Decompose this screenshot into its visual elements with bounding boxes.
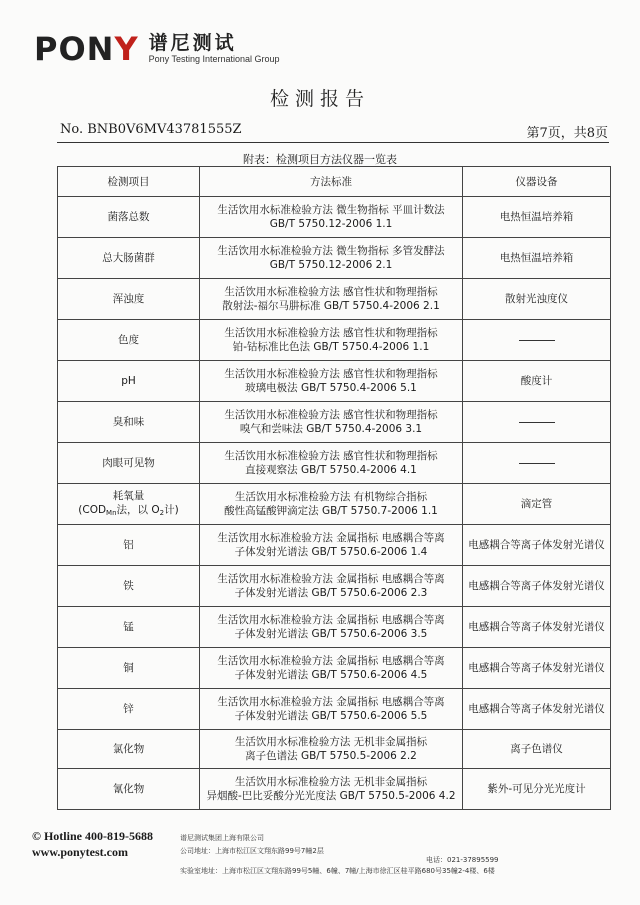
column-header-instrument: 仪器设备 xyxy=(463,167,611,197)
method-line-1: 生活饮用水标准检验方法 感官性状和物理指标 xyxy=(224,327,438,339)
table-header-row xyxy=(58,167,611,197)
method-line-1: 生活饮用水标准检验方法 金属指标 电感耦合等离 xyxy=(217,696,445,708)
method-line-2: 离子色谱法 GB/T 5750.5-2006 2.2 xyxy=(245,750,417,762)
table-row xyxy=(58,769,611,810)
item-cell: 氯化物 xyxy=(58,730,200,769)
method-line-2: 子体发射光谱法 GB/T 5750.6-2006 2.3 xyxy=(234,587,428,599)
item-cell: 铝 xyxy=(58,525,200,566)
method-cell xyxy=(200,402,463,443)
item-cell: 浑浊度 xyxy=(58,279,200,320)
method-cell xyxy=(200,197,463,238)
method-cell xyxy=(200,769,463,810)
table-row xyxy=(58,361,611,402)
method-line-2: 铂-钴标准比色法 GB/T 5750.4-2006 1.1 xyxy=(232,341,430,353)
method-line-1: 生活饮用水标准检验方法 感官性状和物理指标 xyxy=(224,409,438,421)
o2-subscript: 2 xyxy=(159,508,165,517)
cod-prefix: (COD xyxy=(78,503,107,516)
item-cell: 肉眼可见物 xyxy=(58,443,200,484)
instrument-cell: 电感耦合等离子体发射光谱仪 xyxy=(463,689,611,730)
table-row xyxy=(58,730,611,769)
table-row xyxy=(58,689,611,730)
item-cell: pH xyxy=(58,361,200,402)
logo-chinese-name: 谱尼测试 xyxy=(148,32,237,54)
footer-address: 公司地址：上海市松江区文翔东路99号7幢2层 xyxy=(180,847,324,855)
item-cell: 总大肠菌群 xyxy=(58,238,200,279)
item-cell: 氰化物 xyxy=(58,769,200,810)
footer-website[interactable]: www.ponytest.com xyxy=(32,845,128,859)
footer-hotline xyxy=(32,829,153,844)
logo-wordmark xyxy=(34,30,139,68)
table-row xyxy=(58,238,611,279)
instrument-cell xyxy=(463,402,611,443)
table-row xyxy=(58,279,611,320)
item-cell: 锰 xyxy=(58,607,200,648)
method-line-2: 子体发射光谱法 GB/T 5750.6-2006 1.4 xyxy=(234,546,428,558)
table-row xyxy=(58,525,611,566)
item-cell: 锌 xyxy=(58,689,200,730)
method-cell xyxy=(200,525,463,566)
method-line-2: GB/T 5750.12-2006 1.1 xyxy=(269,218,393,230)
method-cell xyxy=(200,279,463,320)
method-line-2: 直接观察法 GB/T 5750.4-2006 4.1 xyxy=(245,464,417,476)
method-line-1: 生活饮用水标准检验方法 金属指标 电感耦合等离 xyxy=(217,532,445,544)
method-line-2: 玻璃电极法 GB/T 5750.4-2006 5.1 xyxy=(245,382,417,394)
report-number: No. BNB0V6MV43781555Z xyxy=(60,122,242,137)
method-line-2: 子体发射光谱法 GB/T 5750.6-2006 5.5 xyxy=(234,710,428,722)
cod-subscript: Mn xyxy=(106,508,117,517)
method-cell xyxy=(200,361,463,402)
column-header-method: 方法标准 xyxy=(200,167,463,197)
method-line-2: GB/T 5750.12-2006 2.1 xyxy=(269,259,393,271)
item-cell: 色度 xyxy=(58,320,200,361)
table-row xyxy=(58,320,611,361)
method-cell xyxy=(200,648,463,689)
instrument-cell xyxy=(463,443,611,484)
table-row xyxy=(58,197,611,238)
page-number: 第7页，共8页 xyxy=(526,126,608,141)
item-note xyxy=(61,503,196,520)
instrument-cell: 电感耦合等离子体发射光谱仪 xyxy=(463,525,611,566)
empty-dash xyxy=(519,463,555,464)
method-cell xyxy=(200,607,463,648)
logo-word-y: Y xyxy=(114,30,139,68)
footer-lab-address: 实验室地址：上海市松江区文翔东路99号5幢、6幢、7幢/上海市徐汇区桂平路680号35幢2-4楼、6楼 xyxy=(180,867,495,875)
table-row xyxy=(58,443,611,484)
instrument-cell: 电感耦合等离子体发射光谱仪 xyxy=(463,566,611,607)
table-row xyxy=(58,484,611,525)
method-line-2: 嗅气和尝味法 GB/T 5750.4-2006 3.1 xyxy=(239,423,423,435)
table-row xyxy=(58,648,611,689)
method-cell xyxy=(200,566,463,607)
method-line-1: 生活饮用水标准检验方法 微生物指标 多管发酵法 xyxy=(217,245,445,257)
item-cell: 铜 xyxy=(58,648,200,689)
table-caption: 附表：检测项目方法仪器一览表 xyxy=(243,153,397,166)
instrument-cell xyxy=(463,320,611,361)
instrument-cell: 电感耦合等离子体发射光谱仪 xyxy=(463,607,611,648)
item-cell: 臭和味 xyxy=(58,402,200,443)
method-line-2: 异烟酸-巴比妥酸分光光度法 GB/T 5750.5-2006 4.2 xyxy=(206,790,456,802)
cod-mid: 法，以 O xyxy=(116,503,160,516)
method-cell xyxy=(200,238,463,279)
method-cell xyxy=(200,730,463,769)
method-cell xyxy=(200,320,463,361)
logo-english-name: Pony Testing International Group xyxy=(148,54,280,64)
table-row xyxy=(58,402,611,443)
method-line-1: 生活饮用水标准检验方法 感官性状和物理指标 xyxy=(224,286,438,298)
item-cell xyxy=(58,484,200,525)
footer-company: 谱尼测试集团上海有限公司 xyxy=(180,834,264,842)
method-line-2: 酸性高锰酸钾滴定法 GB/T 5750.7-2006 1.1 xyxy=(224,505,438,517)
method-line-2: 散射法-福尔马肼标准 GB/T 5750.4-2006 2.1 xyxy=(222,300,440,312)
method-line-2: 子体发射光谱法 GB/T 5750.6-2006 4.5 xyxy=(234,669,428,681)
method-line-2: 子体发射光谱法 GB/T 5750.6-2006 3.5 xyxy=(234,628,428,640)
instrument-cell: 电热恒温培养箱 xyxy=(463,197,611,238)
method-line-1: 生活饮用水标准检验方法 有机物综合指标 xyxy=(234,491,428,503)
method-cell xyxy=(200,689,463,730)
pony-logo xyxy=(34,30,280,68)
logo-word-a: PON xyxy=(34,30,115,68)
instrument-cell: 离子色谱仪 xyxy=(463,730,611,769)
instrument-cell: 滴定管 xyxy=(463,484,611,525)
hotline-text: Hotline 400-819-5688 xyxy=(43,829,153,843)
method-cell xyxy=(200,443,463,484)
method-line-1: 生活饮用水标准检验方法 无机非金属指标 xyxy=(234,736,428,748)
item-cell: 铁 xyxy=(58,566,200,607)
instrument-cell: 紫外-可见分光光度计 xyxy=(463,769,611,810)
method-line-1: 生活饮用水标准检验方法 感官性状和物理指标 xyxy=(224,368,438,380)
table-row xyxy=(58,566,611,607)
item-name: 耗氧量 xyxy=(112,489,145,502)
method-line-1: 生活饮用水标准检验方法 金属指标 电感耦合等离 xyxy=(217,614,445,626)
empty-dash xyxy=(519,422,555,423)
method-line-1: 生活饮用水标准检验方法 感官性状和物理指标 xyxy=(224,450,438,462)
method-line-1: 生活饮用水标准检验方法 金属指标 电感耦合等离 xyxy=(217,573,445,585)
methods-table xyxy=(57,166,611,810)
instrument-cell: 电感耦合等离子体发射光谱仪 xyxy=(463,648,611,689)
method-cell xyxy=(200,484,463,525)
method-line-1: 生活饮用水标准检验方法 无机非金属指标 xyxy=(234,776,428,788)
copyright-icon: © xyxy=(32,829,41,843)
instrument-cell: 电热恒温培养箱 xyxy=(463,238,611,279)
instrument-cell: 酸度计 xyxy=(463,361,611,402)
empty-dash xyxy=(519,340,555,341)
method-line-1: 生活饮用水标准检验方法 金属指标 电感耦合等离 xyxy=(217,655,445,667)
column-header-item: 检测项目 xyxy=(58,167,200,197)
item-cell: 菌落总数 xyxy=(58,197,200,238)
method-line-1: 生活饮用水标准检验方法 微生物指标 平皿计数法 xyxy=(217,204,445,216)
table-row xyxy=(58,607,611,648)
footer-telephone: 电话：021-37895599 xyxy=(426,856,499,864)
cod-suffix: 计) xyxy=(164,503,179,516)
header-divider xyxy=(57,142,609,143)
instrument-cell: 散射光浊度仪 xyxy=(463,279,611,320)
document-title: 检测报告 xyxy=(269,88,370,110)
